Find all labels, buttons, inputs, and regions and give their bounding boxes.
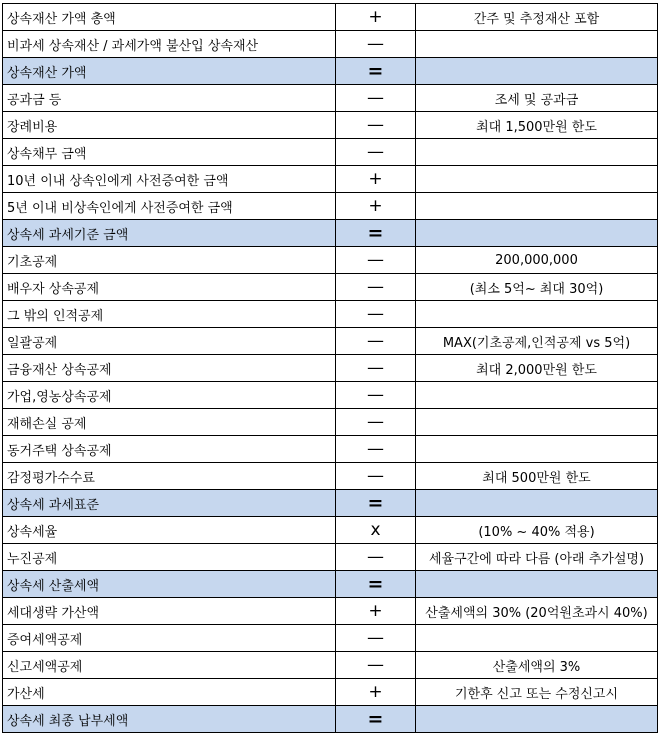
item-label-cell: 증여세액공제 [3,625,336,652]
note-cell: 세율구간에 따라 다름 (아래 추가설명) [416,544,658,571]
operator-cell: — [336,436,416,463]
operator-cell: — [336,328,416,355]
table-row [3,85,658,112]
note-cell: 산출세액의 30% (20억원초과시 40%) [416,598,658,625]
note-cell [416,193,658,220]
operator-cell: — [336,355,416,382]
operator-cell: — [336,139,416,166]
operator-cell: = [336,571,416,598]
item-label-cell: 기초공제 [3,247,336,274]
item-label-cell: 상속재산 가액 총액 [3,4,336,31]
operator-cell: — [336,85,416,112]
operator-cell: — [336,382,416,409]
table-row [3,193,658,220]
table-row [3,409,658,436]
operator-cell: — [336,625,416,652]
note-cell: 최대 1,500만원 한도 [416,112,658,139]
table-row [3,598,658,625]
note-cell [416,436,658,463]
note-cell [416,571,658,598]
note-cell [416,166,658,193]
operator-cell: — [336,652,416,679]
item-label-cell: 상속세 최종 납부세액 [3,706,336,733]
operator-cell: — [336,31,416,58]
note-cell: (10% ~ 40% 적용) [416,517,658,544]
item-label-cell: 상속세 과세표준 [3,490,336,517]
table-row [3,625,658,652]
item-label-cell: 가산세 [3,679,336,706]
item-label-cell: 상속세율 [3,517,336,544]
item-label-cell: 상속세 과세기준 금액 [3,220,336,247]
subtotal-row [3,58,658,85]
item-label-cell: 5년 이내 비상속인에게 사전증여한 금액 [3,193,336,220]
item-label-cell: 동거주택 상속공제 [3,436,336,463]
item-label-cell: 그 밖의 인적공제 [3,301,336,328]
item-label-cell: 신고세액공제 [3,652,336,679]
table-row [3,517,658,544]
note-cell: 최대 2,000만원 한도 [416,355,658,382]
note-cell: 산출세액의 3% [416,652,658,679]
operator-cell: + [336,166,416,193]
operator-cell: — [336,274,416,301]
item-label-cell: 공과금 등 [3,85,336,112]
table-row [3,355,658,382]
operator-cell: = [336,220,416,247]
item-label-cell: 가업,영농상속공제 [3,382,336,409]
operator-cell: — [336,463,416,490]
subtotal-row [3,571,658,598]
item-label-cell: 10년 이내 상속인에게 사전증여한 금액 [3,166,336,193]
table-row [3,247,658,274]
note-cell [416,382,658,409]
table-row [3,139,658,166]
table-row [3,652,658,679]
note-cell: (최소 5억~ 최대 30억) [416,274,658,301]
table-row [3,328,658,355]
operator-cell: + [336,4,416,31]
operator-cell: = [336,490,416,517]
operator-cell: = [336,706,416,733]
note-cell [416,58,658,85]
table-body [3,4,658,733]
operator-cell: — [336,301,416,328]
item-label-cell: 상속재산 가액 [3,58,336,85]
item-label-cell: 상속채무 금액 [3,139,336,166]
note-cell: 200,000,000 [416,247,658,274]
note-cell: 기한후 신고 또는 수정신고시 [416,679,658,706]
operator-cell: — [336,112,416,139]
operator-cell: = [336,58,416,85]
table-row [3,112,658,139]
note-cell: 최대 500만원 한도 [416,463,658,490]
table-row [3,436,658,463]
item-label-cell: 장례비용 [3,112,336,139]
note-cell: MAX(기초공제,인적공제 vs 5억) [416,328,658,355]
operator-cell: — [336,544,416,571]
note-cell [416,301,658,328]
note-cell: 간주 및 추정재산 포함 [416,4,658,31]
operator-cell: x [336,517,416,544]
table-row [3,382,658,409]
item-label-cell: 감정평가수수료 [3,463,336,490]
note-cell [416,706,658,733]
subtotal-row [3,706,658,733]
operator-cell: — [336,247,416,274]
table-row [3,544,658,571]
operator-cell: — [336,409,416,436]
table-row [3,301,658,328]
tax-table-container [2,3,657,733]
table-row [3,31,658,58]
subtotal-row [3,490,658,517]
operator-cell: + [336,679,416,706]
note-cell [416,409,658,436]
item-label-cell: 세대생략 가산액 [3,598,336,625]
operator-cell: + [336,598,416,625]
table-row [3,679,658,706]
note-cell [416,490,658,517]
item-label-cell: 일괄공제 [3,328,336,355]
item-label-cell: 누진공제 [3,544,336,571]
note-cell [416,625,658,652]
item-label-cell: 비과세 상속재산 / 과세가액 불산입 상속재산 [3,31,336,58]
subtotal-row [3,220,658,247]
note-cell [416,31,658,58]
note-cell: 조세 및 공과금 [416,85,658,112]
operator-cell: + [336,193,416,220]
inheritance-tax-table [2,3,658,733]
table-row [3,463,658,490]
item-label-cell: 재해손실 공제 [3,409,336,436]
table-row [3,4,658,31]
table-row [3,274,658,301]
item-label-cell: 상속세 산출세액 [3,571,336,598]
table-row [3,166,658,193]
item-label-cell: 배우자 상속공제 [3,274,336,301]
item-label-cell: 금융재산 상속공제 [3,355,336,382]
note-cell [416,139,658,166]
note-cell [416,220,658,247]
